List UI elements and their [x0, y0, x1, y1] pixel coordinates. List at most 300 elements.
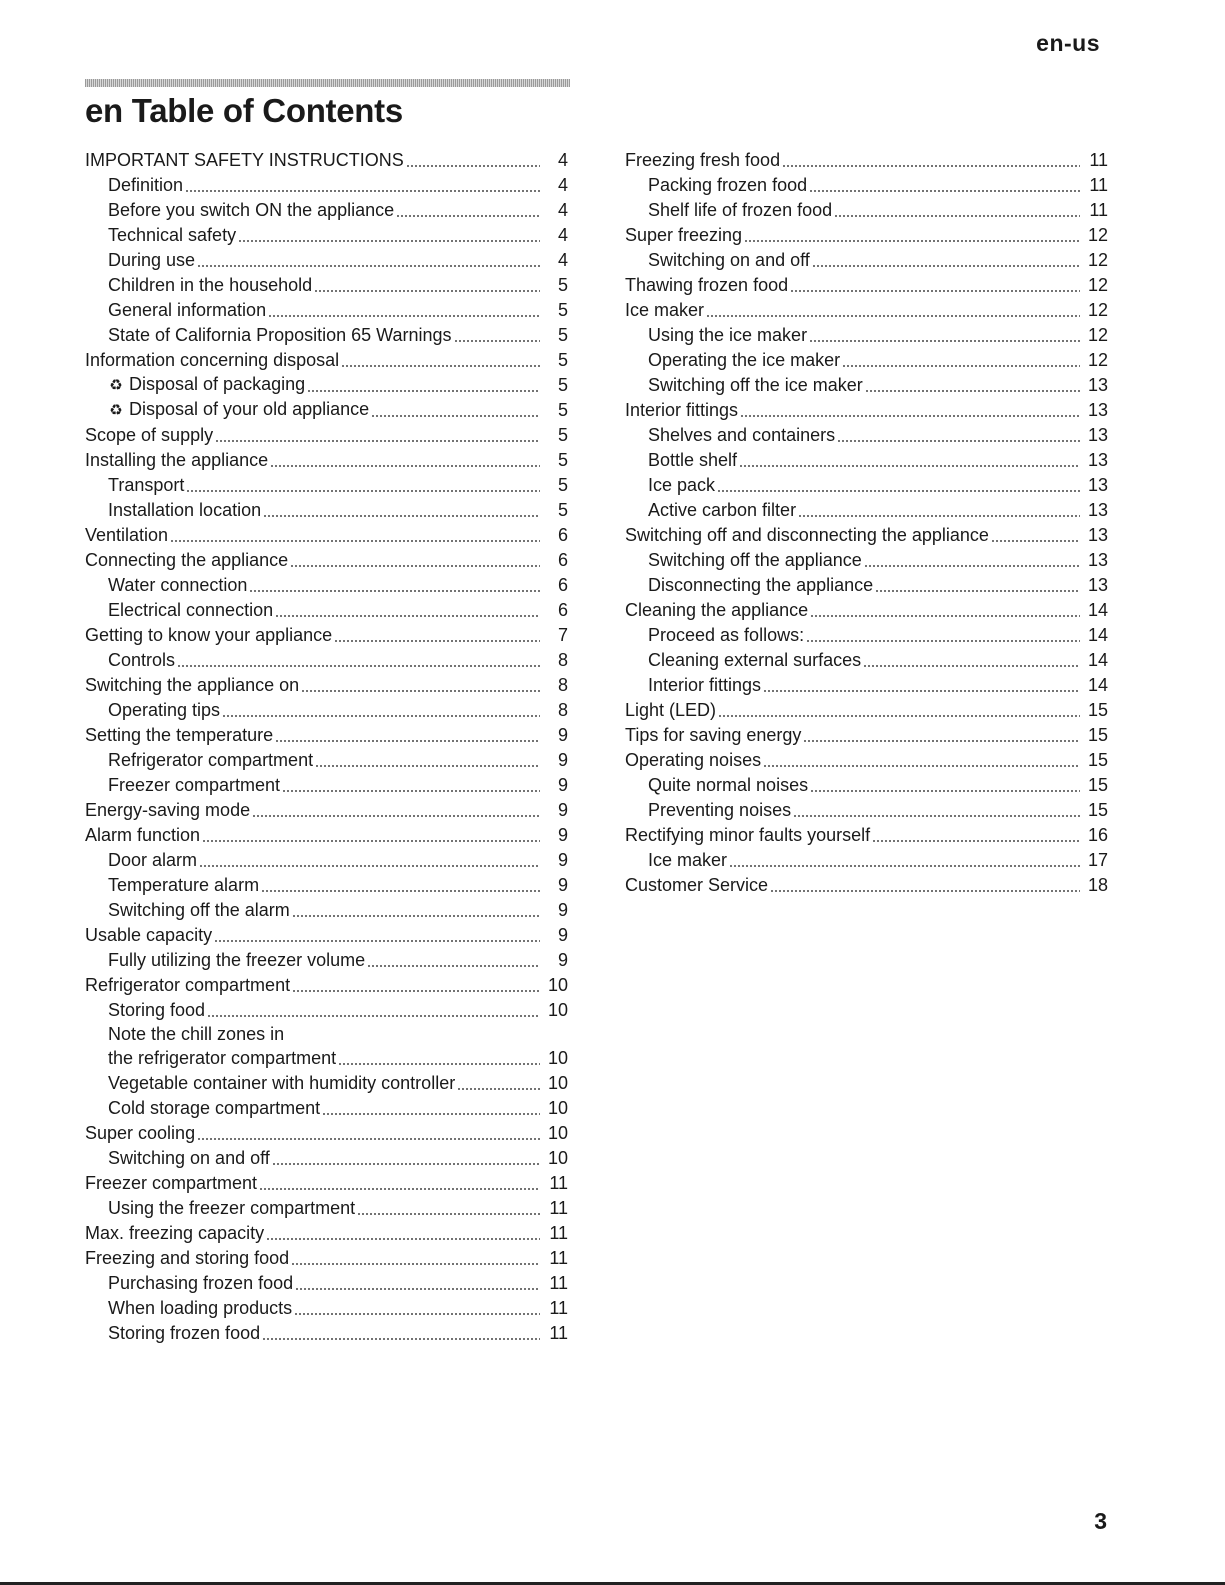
toc-entry-title [85, 1121, 195, 1146]
toc-entry-page: 18 [1087, 875, 1108, 895]
toc-entry [85, 623, 568, 648]
toc-entry-title [648, 448, 737, 473]
toc-entry-label: Ventilation [85, 525, 169, 545]
toc-entry [85, 1071, 568, 1096]
toc-entry-title [108, 198, 394, 223]
toc-entry-page: 8 [557, 675, 568, 695]
toc-entry-label: When loading products [108, 1298, 293, 1318]
toc-entry-page: 12 [1087, 275, 1108, 295]
toc-entry-label: Cleaning the appliance [625, 600, 809, 620]
toc-entry-label: Installing the appliance [85, 450, 269, 470]
recycle-icon: ♻ [109, 402, 123, 419]
toc-entry-label: Max. freezing capacity [85, 1223, 265, 1243]
dot-leader [186, 490, 540, 492]
toc-entry-page: 7 [557, 625, 568, 645]
toc-entry-page: 10 [547, 1098, 568, 1118]
dot-leader [744, 240, 1080, 242]
toc-entry [85, 1146, 568, 1171]
toc-entry-title [648, 573, 873, 598]
toc-entry [85, 1196, 568, 1221]
toc-entry-title [108, 773, 280, 798]
toc-entry-title [85, 523, 168, 548]
dot-leader [272, 1163, 540, 1165]
toc-entry-label: Disposal of packaging [129, 374, 306, 394]
toc-entry-title [108, 898, 290, 923]
dot-leader [197, 265, 540, 267]
toc-entry [85, 373, 568, 398]
toc-entry-title [108, 1321, 260, 1346]
toc-entry [85, 923, 568, 948]
toc-entry-label: Super cooling [85, 1123, 196, 1143]
toc-entry-label: Ice maker [648, 850, 728, 870]
toc-entry [625, 148, 1108, 173]
toc-entry-page: 10 [547, 975, 568, 995]
toc-entry-label: Controls [108, 650, 176, 670]
toc-entry-page: 15 [1087, 800, 1108, 820]
toc-entry-page: 5 [557, 325, 568, 345]
toc-entry [85, 273, 568, 298]
toc-entry-title [108, 848, 197, 873]
dot-leader [290, 565, 540, 567]
toc-entry-title [108, 1296, 292, 1321]
toc-entry [85, 1271, 568, 1296]
toc-entry-title [648, 648, 861, 673]
toc-entry-label: Quite normal noises [648, 775, 809, 795]
toc-entry [625, 498, 1108, 523]
toc-entry [85, 473, 568, 498]
toc-entry-title [85, 973, 290, 998]
toc-entry-label: General information [108, 300, 267, 320]
toc-entry-page: 11 [549, 1198, 568, 1218]
dot-leader [262, 1338, 540, 1340]
toc-entry-label: Rectifying minor faults yourself [625, 825, 871, 845]
dot-leader [263, 515, 540, 517]
toc-entry-title [625, 723, 801, 748]
toc-entry-label: Information concerning disposal [85, 350, 340, 370]
dot-leader [809, 340, 1080, 342]
toc-entry-page: 6 [557, 550, 568, 570]
toc-entry [85, 848, 568, 873]
toc-entry [85, 1121, 568, 1146]
toc-entry [85, 1221, 568, 1246]
toc-entry-page: 11 [549, 1298, 568, 1318]
toc-entry-title [108, 598, 273, 623]
dot-leader [457, 1088, 540, 1090]
toc-entry-title [625, 748, 761, 773]
toc-entry-label: Electrical connection [108, 600, 274, 620]
dot-leader [875, 590, 1080, 592]
dot-leader [202, 840, 540, 842]
dot-leader [863, 665, 1080, 667]
dot-leader [238, 240, 540, 242]
toc-entry [625, 748, 1108, 773]
toc-entry-page: 5 [557, 350, 568, 370]
dot-leader [207, 1015, 540, 1017]
toc-entry [85, 248, 568, 273]
toc-entry-label: Thawing frozen food [625, 275, 789, 295]
toc-entry-title [108, 372, 305, 398]
toc-entry-label: Temperature alarm [108, 875, 260, 895]
toc-entry [85, 723, 568, 748]
toc-entry-page: 17 [1087, 850, 1108, 870]
toc-entry-page: 5 [557, 500, 568, 520]
toc-entry [85, 298, 568, 323]
dot-leader [718, 715, 1080, 717]
toc-entry-page: 4 [557, 225, 568, 245]
toc-entry-page: 8 [557, 650, 568, 670]
toc-entry-page: 11 [549, 1248, 568, 1268]
toc-entry [625, 848, 1108, 873]
toc-entry-page: 16 [1087, 825, 1108, 845]
toc-entry [625, 723, 1108, 748]
toc-entry-page: 10 [547, 1123, 568, 1143]
toc-entry-title [108, 1046, 336, 1071]
dot-leader [991, 540, 1080, 542]
toc-entry [625, 223, 1108, 248]
dot-leader [292, 915, 540, 917]
dot-leader [249, 590, 540, 592]
toc-entry-title [648, 798, 791, 823]
toc-entry [85, 973, 568, 998]
toc-entry-page: 11 [1089, 175, 1108, 195]
toc-entry-title [625, 598, 808, 623]
toc-entry-page: 4 [557, 200, 568, 220]
toc-entry-label: Before you switch ON the appliance [108, 200, 395, 220]
dot-leader [834, 215, 1080, 217]
toc-entry-page: 13 [1087, 525, 1108, 545]
toc-entry [85, 398, 568, 423]
dot-leader [282, 790, 540, 792]
toc-entry-page: 10 [547, 1000, 568, 1020]
toc-entry-label: Proceed as follows: [648, 625, 805, 645]
toc-entry-label: Usable capacity [85, 925, 213, 945]
toc-entry [85, 598, 568, 623]
dot-leader [261, 890, 540, 892]
toc-entry-page: 9 [557, 925, 568, 945]
toc-right-column [625, 148, 1108, 898]
dot-leader [170, 540, 540, 542]
toc-entry-label: Connecting the appliance [85, 550, 289, 570]
toc-entry-label: Super freezing [625, 225, 743, 245]
toc-entry-title [648, 548, 862, 573]
toc-entry-label: Freezing fresh food [625, 150, 781, 170]
toc-entry-label: Refrigerator compartment [108, 750, 314, 770]
toc-entry-page: 5 [557, 275, 568, 295]
toc-entry [85, 1296, 568, 1321]
dot-leader [810, 615, 1080, 617]
toc-entry-title [85, 348, 339, 373]
toc-entry-title [108, 1071, 455, 1096]
dot-leader [222, 715, 540, 717]
dot-leader [810, 790, 1080, 792]
dot-leader [770, 890, 1080, 892]
dot-leader [763, 765, 1080, 767]
toc-entry [85, 898, 568, 923]
toc-entry-title [108, 698, 220, 723]
toc-entry-title [648, 848, 727, 873]
toc-entry-page: 14 [1087, 650, 1108, 670]
dot-leader [314, 290, 540, 292]
toc-entry-page: 9 [557, 750, 568, 770]
toc-entry [625, 673, 1108, 698]
toc-entry-title [648, 173, 807, 198]
toc-entry [85, 748, 568, 773]
toc-entry-title [108, 573, 247, 598]
toc-entry [625, 298, 1108, 323]
dot-leader [763, 690, 1080, 692]
toc-entry-page: 9 [557, 900, 568, 920]
toc-entry-page: 5 [557, 300, 568, 320]
toc-entry-page: 12 [1087, 325, 1108, 345]
toc-entry-page: 9 [557, 775, 568, 795]
toc-entry-page: 12 [1087, 350, 1108, 370]
toc-entry-page: 15 [1087, 775, 1108, 795]
toc-entry-title [625, 873, 768, 898]
toc-entry-title [108, 323, 452, 348]
toc-entry [625, 648, 1108, 673]
toc-entry [85, 323, 568, 348]
dot-leader [275, 615, 540, 617]
dot-leader [406, 165, 540, 167]
toc-entry-title [648, 773, 808, 798]
toc-entry [625, 798, 1108, 823]
toc-entry-label: Bottle shelf [648, 450, 738, 470]
toc-entry-title [85, 623, 332, 648]
toc-entry-label: Setting the temperature [85, 725, 274, 745]
toc-entry [85, 173, 568, 198]
toc-entry-page: 14 [1087, 600, 1108, 620]
toc-entry-label: Using the freezer compartment [108, 1198, 356, 1218]
toc-entry-page: 13 [1087, 375, 1108, 395]
toc-entry-title [85, 148, 404, 173]
title-rule [85, 79, 570, 87]
toc-entry-title [85, 798, 250, 823]
toc-entry-title [648, 673, 761, 698]
toc-entry-label: Transport [108, 475, 185, 495]
toc-entry-label: Customer Service [625, 875, 769, 895]
toc-entry-label: Getting to know your appliance [85, 625, 333, 645]
toc-entry [85, 423, 568, 448]
toc-entry [85, 1171, 568, 1196]
toc-entry-page: 15 [1087, 700, 1108, 720]
dot-leader [842, 365, 1080, 367]
toc-entry [625, 598, 1108, 623]
toc-entry-label: Water connection [108, 575, 248, 595]
dot-leader [454, 340, 540, 342]
dot-leader [322, 1113, 540, 1115]
toc-entry-page: 13 [1087, 550, 1108, 570]
toc-entry-label: Active carbon filter [648, 500, 797, 520]
toc-entry-page: 11 [1089, 150, 1108, 170]
dot-leader [307, 390, 540, 392]
page-title: en Table of Contents [85, 92, 403, 129]
toc-entry [85, 1321, 568, 1346]
toc-entry-label: Storing food [108, 1000, 206, 1020]
toc-entry [625, 523, 1108, 548]
toc-entry-page: 12 [1087, 225, 1108, 245]
toc-entry [625, 473, 1108, 498]
toc-entry-page: 10 [547, 1048, 568, 1068]
toc-entry-page: 6 [557, 575, 568, 595]
toc-entry-page: 9 [557, 725, 568, 745]
toc-entry-page: 4 [557, 175, 568, 195]
toc-entry-page: 14 [1087, 675, 1108, 695]
toc-entry [625, 423, 1108, 448]
toc-entry-title [108, 173, 183, 198]
toc-entry-title [108, 998, 205, 1023]
toc-entry-title [625, 698, 716, 723]
dot-leader [806, 640, 1080, 642]
toc-entry-label: the refrigerator compartment [108, 1048, 337, 1068]
toc-entry-label: Operating noises [625, 750, 762, 770]
toc-entry-label: Freezer compartment [85, 1173, 258, 1193]
toc-entry-page: 9 [557, 875, 568, 895]
toc-entry-label: Switching off the alarm [108, 900, 290, 920]
toc-entry-title [625, 523, 989, 548]
dot-leader [185, 190, 540, 192]
toc-entry [85, 823, 568, 848]
toc-entry-title [108, 1023, 284, 1046]
toc-entry-title [648, 248, 810, 273]
toc-entry-label: Switching the appliance on [85, 675, 300, 695]
dot-leader [291, 1263, 540, 1265]
toc-entry [625, 248, 1108, 273]
toc-entry-page: 13 [1087, 400, 1108, 420]
toc-entry-title [85, 1246, 289, 1271]
toc-entry [85, 348, 568, 373]
toc-entry [625, 323, 1108, 348]
toc-entry-label: Disposal of your old appliance [129, 399, 370, 419]
toc-entry-label: Cold storage compartment [108, 1098, 321, 1118]
dot-leader [334, 640, 540, 642]
toc-entry [85, 198, 568, 223]
toc-entry-label: Freezing and storing food [85, 1248, 290, 1268]
toc-entry-page: 5 [557, 400, 568, 420]
toc-entry-title [108, 1146, 270, 1171]
toc-entry-label: State of California Proposition 65 Warnings [108, 325, 452, 345]
toc-entry [625, 398, 1108, 423]
toc-entry-label: Disconnecting the appliance [648, 575, 874, 595]
dot-leader [740, 415, 1080, 417]
dot-leader [803, 740, 1080, 742]
toc-entry-label: Children in the household [108, 275, 313, 295]
toc-entry-title [648, 373, 863, 398]
toc-entry [625, 873, 1108, 898]
toc-entry-label: Refrigerator compartment [85, 975, 291, 995]
toc-entry [85, 1096, 568, 1121]
toc-entry-label: Technical safety [108, 225, 237, 245]
dot-leader [214, 940, 540, 942]
toc-entry-title [625, 223, 742, 248]
dot-leader [872, 840, 1080, 842]
toc-entry-title [85, 448, 268, 473]
toc-entry-label: Using the ice maker [648, 325, 808, 345]
toc-entry [85, 573, 568, 598]
toc-entry [85, 1246, 568, 1271]
page-number: 3 [1094, 1508, 1107, 1534]
toc-entry-page: 11 [549, 1323, 568, 1343]
toc-entry [85, 548, 568, 573]
dot-leader [215, 440, 540, 442]
toc-entry-title [648, 323, 807, 348]
toc-entry-title [85, 423, 213, 448]
dot-leader [199, 865, 540, 867]
toc-entry [625, 173, 1108, 198]
toc-entry-title [85, 673, 299, 698]
toc-entry-title [625, 148, 780, 173]
dot-leader [865, 390, 1080, 392]
toc-left-column [85, 148, 568, 1346]
toc-entry-label: Door alarm [108, 850, 198, 870]
dot-leader [790, 290, 1080, 292]
toc-entry-label: Purchasing frozen food [108, 1273, 294, 1293]
toc-entry-page: 12 [1087, 300, 1108, 320]
toc-entry-label: Switching off the ice maker [648, 375, 863, 395]
dot-leader [197, 1138, 540, 1140]
toc-entry [85, 773, 568, 798]
toc-entry-page: 9 [557, 950, 568, 970]
toc-entry [625, 823, 1108, 848]
toc-entry-label: Shelves and containers [648, 425, 836, 445]
toc-entry-page: 9 [557, 800, 568, 820]
recycle-icon: ♻ [109, 377, 123, 394]
dot-leader [338, 1063, 540, 1065]
toc-entry-title [625, 298, 704, 323]
toc-entry-label: Alarm function [85, 825, 201, 845]
toc-entry-title [625, 823, 870, 848]
toc-entry-label: Freezer compartment [108, 775, 281, 795]
toc-entry-page: 15 [1087, 750, 1108, 770]
toc-entry-label: During use [108, 250, 196, 270]
dot-leader [294, 1313, 540, 1315]
toc-entry-title [648, 498, 796, 523]
dot-leader [717, 490, 1080, 492]
dot-leader [371, 415, 540, 417]
toc-entry-title [108, 1196, 355, 1221]
toc-entry-title [85, 923, 212, 948]
toc-entry-title [108, 397, 369, 423]
toc-entry-title [85, 1221, 264, 1246]
toc-entry-title [108, 298, 266, 323]
toc-entry-title [648, 473, 715, 498]
dot-leader [396, 215, 540, 217]
toc-entry-page: 5 [557, 425, 568, 445]
dot-leader [793, 815, 1080, 817]
toc-entry-page: 13 [1087, 425, 1108, 445]
toc-entry [85, 223, 568, 248]
toc-entry [625, 273, 1108, 298]
toc-entry [85, 1046, 568, 1071]
dot-leader [270, 465, 540, 467]
toc-entry-page: 13 [1087, 500, 1108, 520]
dot-leader [812, 265, 1080, 267]
toc-entry [85, 698, 568, 723]
toc-entry [625, 573, 1108, 598]
toc-entry-page: 9 [557, 850, 568, 870]
toc-entry-title [648, 198, 832, 223]
toc-entry [625, 698, 1108, 723]
toc-entry [85, 523, 568, 548]
toc-entry-page: 8 [557, 700, 568, 720]
dot-leader [292, 990, 540, 992]
toc-entry-label: Energy-saving mode [85, 800, 251, 820]
dot-leader [268, 315, 540, 317]
toc-entry [85, 948, 568, 973]
toc-entry [85, 673, 568, 698]
toc-entry-title [108, 223, 236, 248]
toc-entry-label: Switching off the appliance [648, 550, 862, 570]
toc-entry [85, 798, 568, 823]
